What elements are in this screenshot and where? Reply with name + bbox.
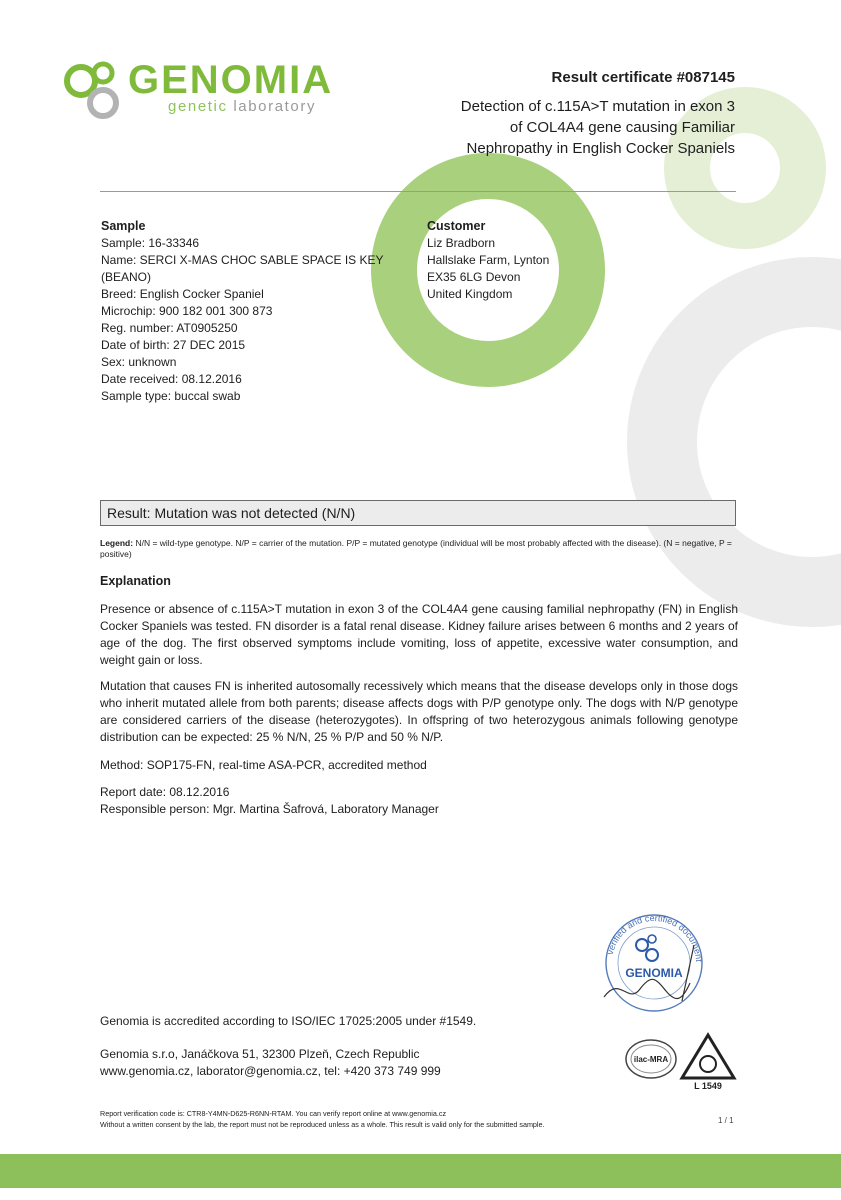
explanation-paragraph-2: Mutation that causes FN is inherited autosomally recessively which means that the disease develops only in those dogs who inherit mutated allele from both parents; disease affects dogs with P/P genotype only. The dogs with N/P genotype are considered carriers of the disease (heterozygotes). In offspring of two heterozygous animals following genotype distribution can be expected: 25 % N/N, 25 % P/P and 50 % N/P. <box>100 679 738 744</box>
sample-line: Date of birth: 27 DEC 2015 <box>101 338 246 352</box>
subtitle-line: Nephropathy in English Cocker Spaniels <box>466 140 735 157</box>
accreditation-line: Genomia is accredited according to ISO/IEC 17025:2005 under #1549. <box>100 1014 477 1028</box>
sample-line: Sample: 16-33346 <box>101 236 200 250</box>
sample-line: Name: SERCI X-MAS CHOC SABLE SPACE IS KEY <box>101 253 384 267</box>
responsible-person: Responsible person: Mgr. Martina Šafrová, Laboratory Manager <box>100 802 439 816</box>
legend <box>100 538 740 560</box>
sample-line: Reg. number: AT0905250 <box>101 321 238 335</box>
sample-line: Date received: 08.12.2016 <box>101 372 242 386</box>
customer-heading: Customer <box>427 219 486 233</box>
legend-text: N/N = wild-type genotype. N/P = carrier of the mutation. P/P = mutated genotype (individual will be most probably affected with the disease). (N = negative, P = positive) <box>100 538 732 559</box>
customer-line: Hallslake Farm, Lynton <box>427 253 550 267</box>
address-line-1: Genomia s.r.o, Janáčkova 51, 32300 Plzeň, Czech Republic <box>100 1047 420 1061</box>
subtitle-line: of COL4A4 gene causing Familiar <box>509 119 735 136</box>
subtitle-line: Detection of c.115A>T mutation in exon 3 <box>460 98 735 115</box>
cai-number: L 1549 <box>694 1081 722 1091</box>
certificate-title: Result certificate #087145 <box>551 69 735 86</box>
customer-line: Liz Bradborn <box>427 236 496 250</box>
verification-line-2: Without a written consent by the lab, the report must not be reproduced unless as a whole. This result is valid only for the submitted sample. <box>100 1120 545 1129</box>
sample-line: Sex: unknown <box>101 355 177 369</box>
sample-line: Breed: English Cocker Spaniel <box>101 287 264 301</box>
method-line: Method: SOP175-FN, real-time ASA-PCR, accredited method <box>100 758 427 772</box>
cai-accreditation-badge <box>678 1032 738 1092</box>
explanation-paragraph-1: Presence or absence of c.115A>T mutation in exon 3 of the COL4A4 gene causing familial nephropathy (FN) in English Cocker Spaniels was tested. FN disorder is a fatal renal disease. Kidney failure arises between 6 months and 2 years of age of the dog. The first observed symptoms include vomiting, loss of appetite, excessive water consumption, and weight gain or loss. <box>100 602 738 667</box>
verification-stamp <box>590 905 720 1015</box>
verification-note <box>100 1108 700 1130</box>
explanation-heading: Explanation <box>100 574 171 588</box>
stamp-word: GENOMIA <box>625 966 683 980</box>
header-divider <box>100 191 736 192</box>
sample-heading: Sample <box>101 219 146 233</box>
result-box: Result: Mutation was not detected (N/N) <box>100 500 736 526</box>
genomia-logo-icon <box>60 56 132 126</box>
customer-section <box>427 218 627 303</box>
sample-line: Microchip: 900 182 001 300 873 <box>101 304 273 318</box>
logo-sub-laboratory: laboratory <box>233 98 317 115</box>
ilac-mra-badge <box>624 1037 678 1081</box>
ilac-text: ilac-MRA <box>633 1055 669 1064</box>
customer-line: United Kingdom <box>427 287 513 301</box>
footer-green-bar <box>0 1154 841 1188</box>
certificate-subtitle <box>375 96 735 159</box>
logo-subtitle <box>168 98 316 116</box>
logo-wordmark: GENOMIA <box>128 58 334 102</box>
stamp-ring-text: verified and certified document <box>604 912 704 963</box>
page-number: 1 / 1 <box>718 1116 734 1125</box>
company-address <box>100 1046 441 1080</box>
sample-line: Sample type: buccal swab <box>101 389 241 403</box>
report-date: Report date: 08.12.2016 <box>100 785 230 799</box>
customer-line: EX35 6LG Devon <box>427 270 521 284</box>
sample-line: (BEANO) <box>101 270 152 284</box>
logo-sub-genetic: genetic <box>168 98 228 115</box>
sample-section <box>101 218 401 405</box>
verification-line-1: Report verification code is: CTR8-Y4MN-D625-R6NN-RTAM. You can verify report online at www.genomia.cz <box>100 1109 447 1118</box>
report-info <box>100 784 439 818</box>
legend-label: Legend: <box>100 538 134 548</box>
address-line-2: www.genomia.cz, laborator@genomia.cz, tel: +420 373 749 999 <box>100 1064 441 1078</box>
